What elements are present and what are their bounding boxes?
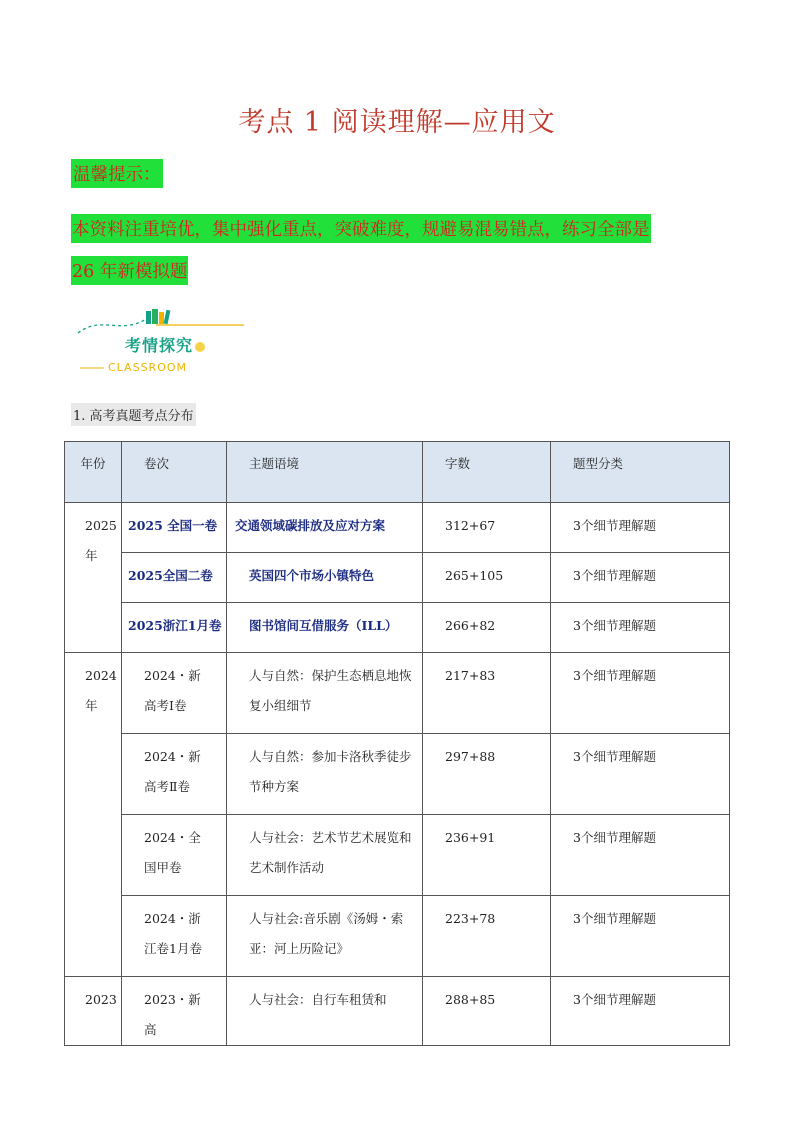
type-cell: 3个细节理解题 — [551, 734, 730, 815]
table-row — [65, 815, 730, 896]
theme-cell: 图书馆间互借服务（ILL） — [227, 603, 423, 653]
table-header-row — [65, 442, 730, 503]
tip-label: 温馨提示： — [71, 159, 163, 188]
paper-cell: 2025浙江1月卷 — [122, 603, 227, 653]
header-cell: 年份 — [65, 442, 122, 503]
words-cell: 266+82 — [423, 603, 551, 653]
words-cell: 312+67 — [423, 503, 551, 553]
theme-cell: 人与社会：艺术节艺术展览和艺术制作活动 — [227, 815, 423, 896]
paper-cell: 2023・新高 — [122, 977, 227, 1046]
table-row — [65, 977, 730, 1046]
table-row — [65, 553, 730, 603]
year-cell: 2025年 — [65, 503, 122, 653]
table-row — [65, 603, 730, 653]
type-cell: 3个细节理解题 — [551, 977, 730, 1046]
year-cell: 2023 — [65, 977, 122, 1046]
words-cell: 288+85 — [423, 977, 551, 1046]
theme-cell: 人与自然：参加卡洛秋季徒步节种方案 — [227, 734, 423, 815]
header-cell: 字数 — [423, 442, 551, 503]
exam-distribution-table — [64, 441, 730, 1046]
paper-cell: 2024・新高考Ⅱ卷 — [122, 734, 227, 815]
type-cell: 3个细节理解题 — [551, 553, 730, 603]
type-cell: 3个细节理解题 — [551, 503, 730, 553]
logo-title: 考情探究 — [125, 336, 194, 355]
type-cell: 3个细节理解题 — [551, 896, 730, 977]
logo-subtitle: CLASSROOM — [108, 361, 188, 374]
page-title: 考点 1 阅读理解—应用文 — [238, 107, 556, 138]
theme-cell: 人与社会:音乐剧《汤姆・索亚：河上历险记》 — [227, 896, 423, 977]
table-row — [65, 734, 730, 815]
table-row — [65, 653, 730, 734]
words-cell: 297+88 — [423, 734, 551, 815]
paper-cell: 2025全国二卷 — [122, 553, 227, 603]
words-cell: 217+83 — [423, 653, 551, 734]
paper-cell: 2024・全国甲卷 — [122, 815, 227, 896]
paper-cell: 2024・新高考Ⅰ卷 — [122, 653, 227, 734]
year-cell: 2024年 — [65, 653, 122, 977]
theme-cell: 人与自然：保护生态栖息地恢复小组细节 — [227, 653, 423, 734]
header-cell: 卷次 — [122, 442, 227, 503]
header-cell: 主题语境 — [227, 442, 423, 503]
intro-text-line-2: 26 年新模拟题 — [71, 256, 188, 285]
theme-cell: 英国四个市场小镇特色 — [227, 553, 423, 603]
type-cell: 3个细节理解题 — [551, 815, 730, 896]
words-cell: 223+78 — [423, 896, 551, 977]
header-cell: 题型分类 — [551, 442, 730, 503]
theme-cell: 人与社会：自行车租赁和 — [227, 977, 423, 1046]
paper-cell: 2024・浙江卷1月卷 — [122, 896, 227, 977]
table-row — [65, 896, 730, 977]
theme-cell: 交通领域碳排放及应对方案 — [227, 503, 423, 553]
words-cell: 265+105 — [423, 553, 551, 603]
type-cell: 3个细节理解题 — [551, 603, 730, 653]
paper-cell: 2025 全国一卷 — [122, 503, 227, 553]
table-row — [65, 503, 730, 553]
type-cell: 3个细节理解题 — [551, 653, 730, 734]
intro-text-line-1: 本资料注重培优，集中强化重点，突破难度，规避易混易错点，练习全部是 — [71, 214, 651, 243]
words-cell: 236+91 — [423, 815, 551, 896]
section-heading: 1. 高考真题考点分布 — [71, 403, 196, 426]
